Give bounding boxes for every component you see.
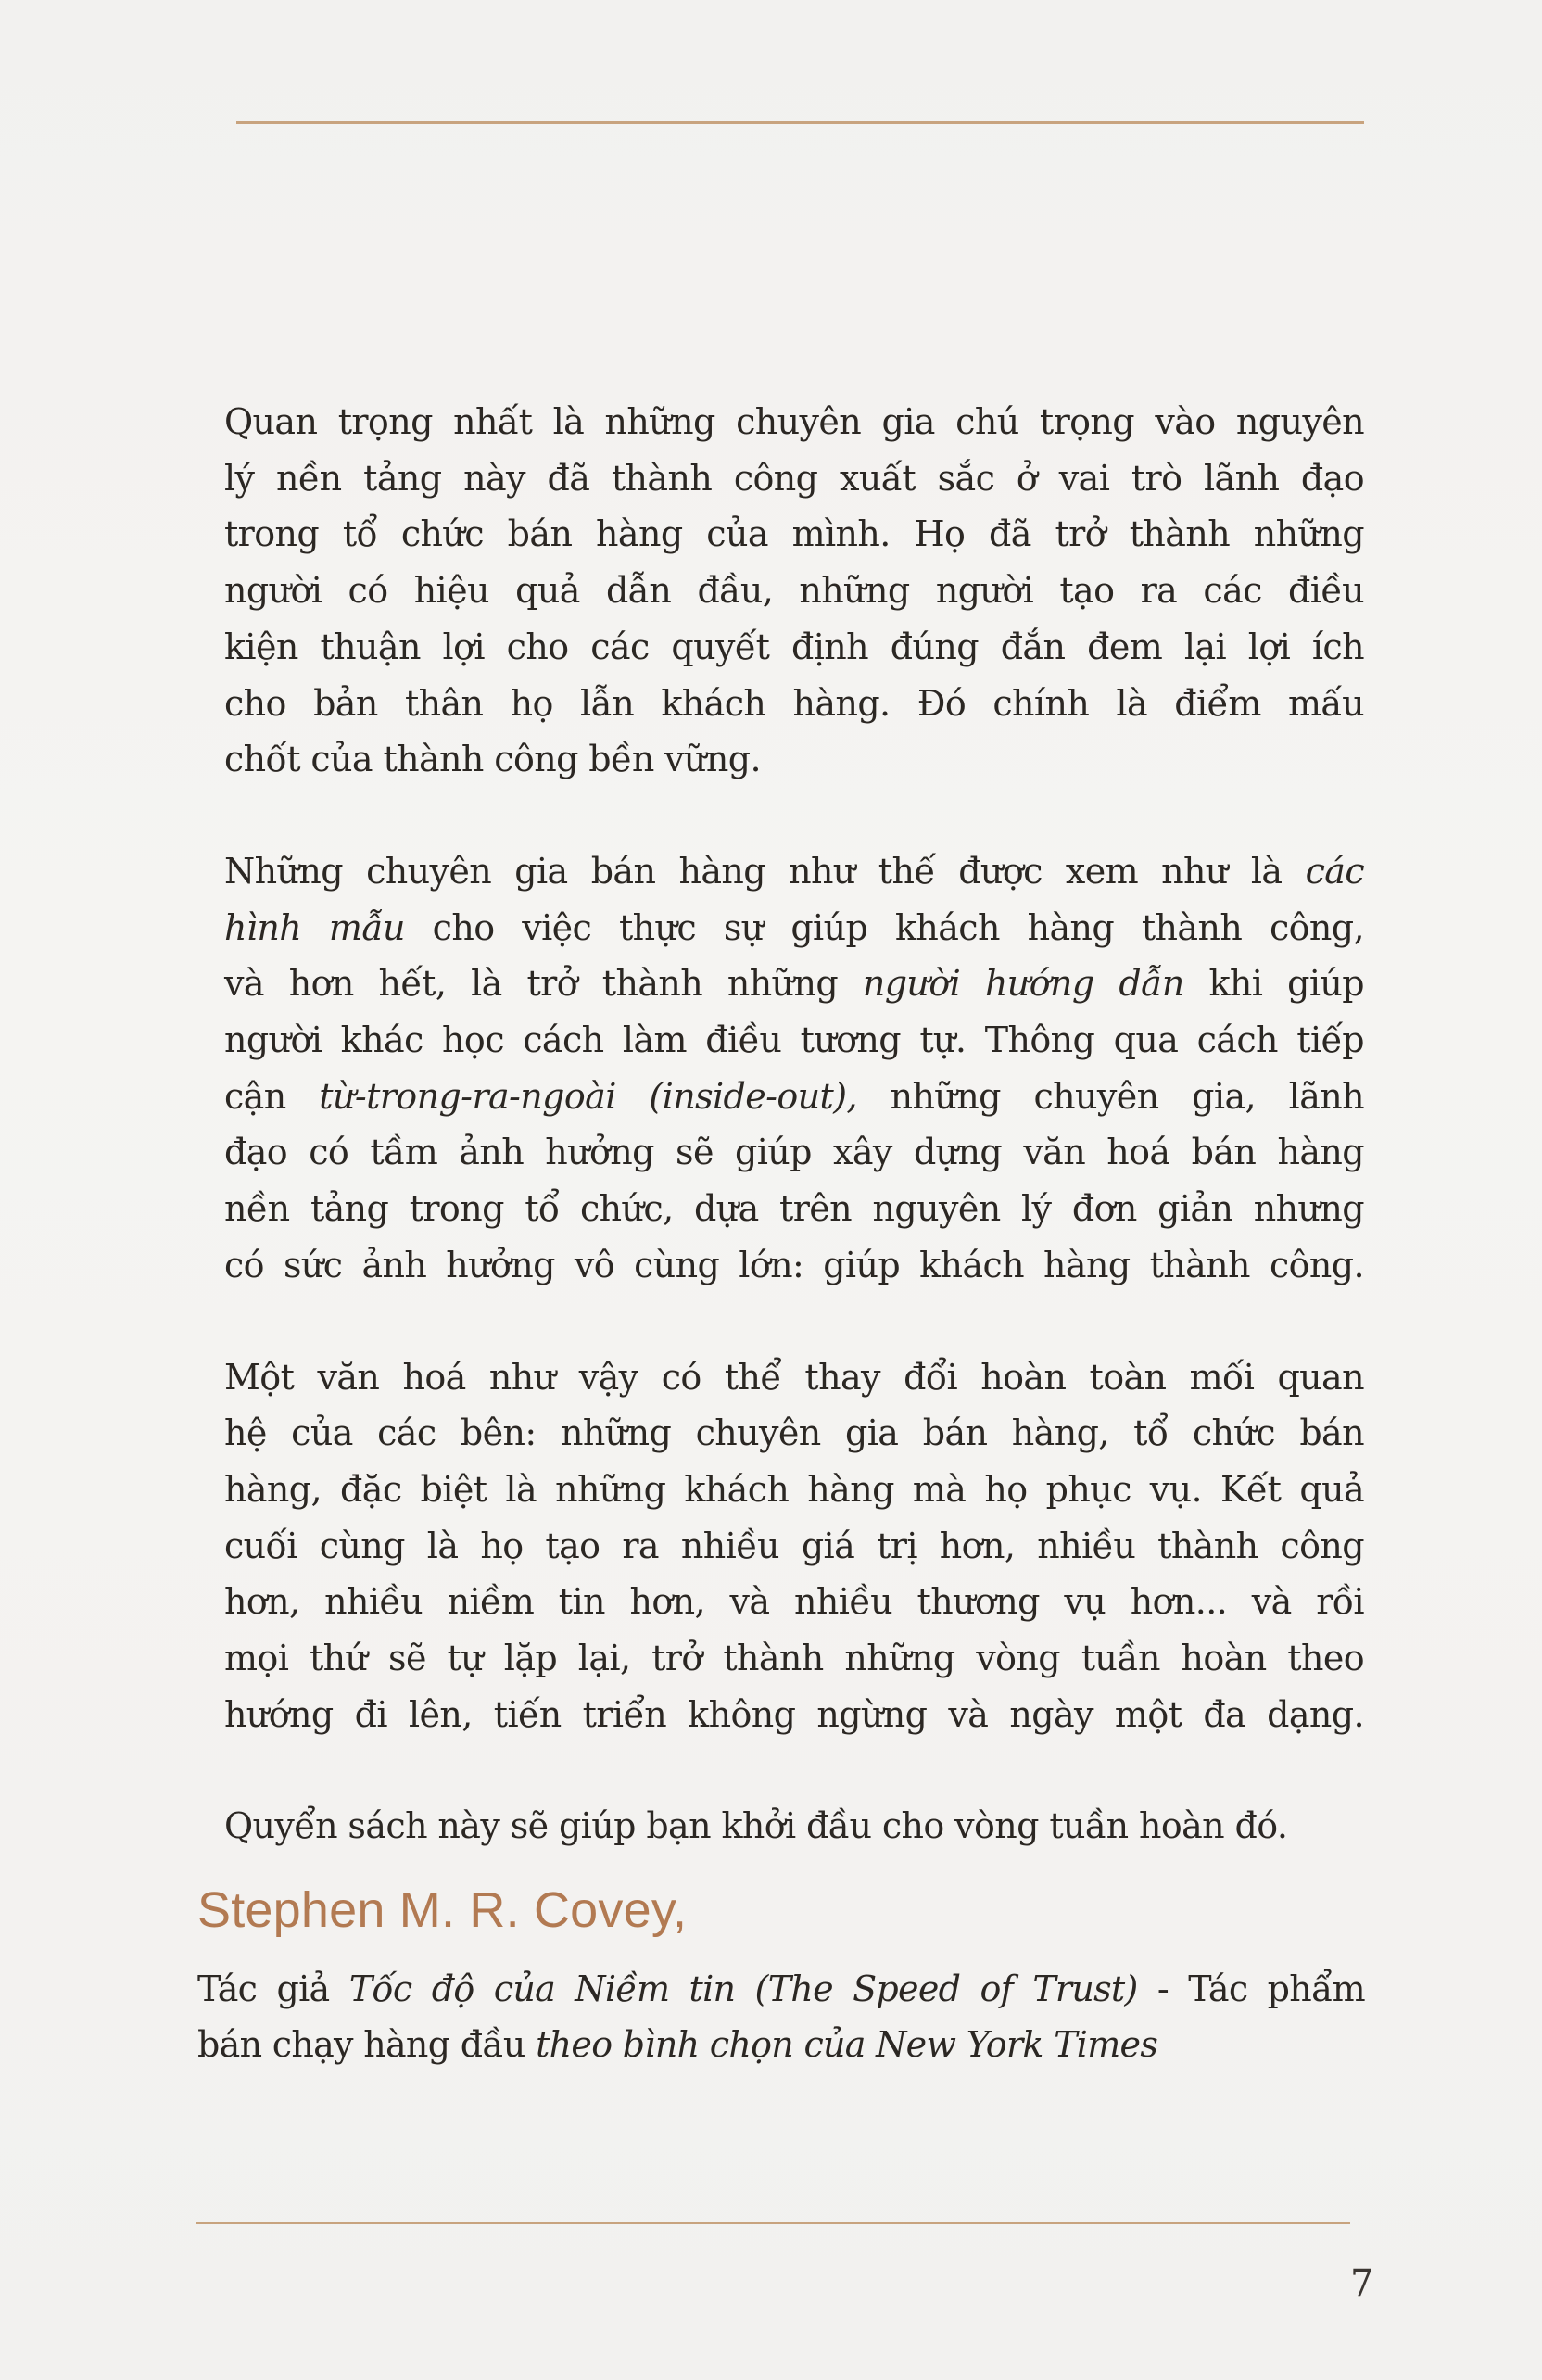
paragraph-3-line-7: hướng đi lên, tiến triển không ngừng và ngày một đa dạng. [224, 1693, 1364, 1735]
paragraph-3-line-3: hàng, đặc biệt là những khách hàng mà họ phục vụ. Kết quả [224, 1468, 1364, 1510]
book-title: Tốc độ của Niềm tin (The Speed of Trust) [348, 1969, 1138, 2009]
bottom-rule [196, 2222, 1350, 2224]
author-credit [197, 1961, 1365, 2072]
paragraph-1-line-3: trong tổ chức bán hàng của mình. Họ đã trở thành những [224, 513, 1364, 555]
author-name: Stephen M. R. Covey, [197, 1882, 688, 1938]
paragraph-1-line-7: chốt của thành công bền vững. [224, 739, 761, 780]
italic-term: hình mẫu [224, 906, 405, 948]
credit-line-2: bán chạy hàng đầu theo bình chọn của New York Times [197, 2024, 1158, 2065]
paragraph-2-line-3: và hơn hết, là trở thành những người hướng dẫn khi giúp [224, 963, 1364, 1005]
paragraph-3-line-5: hơn, nhiều niềm tin hơn, và nhiều thương vụ hơn... và rồi [224, 1581, 1364, 1623]
paragraph-4 [224, 1798, 1364, 1855]
italic-term: từ-trong-ra-ngoài (inside-out), [319, 1075, 857, 1117]
paragraph-3-line-4: cuối cùng là họ tạo ra nhiều giá trị hơn, nhiều thành công [224, 1525, 1364, 1566]
paragraph-2-line-6: đạo có tầm ảnh hưởng sẽ giúp xây dựng văn hoá bán hàng [224, 1132, 1364, 1173]
paragraph-3 [224, 1349, 1364, 1743]
paragraph-2-line-5: cận từ-trong-ra-ngoài (inside-out), những chuyên gia, lãnh [224, 1075, 1365, 1117]
paragraph-1 [224, 394, 1364, 788]
body-text [224, 394, 1364, 1855]
paragraph-1-line-1: Quan trọng nhất là những chuyên gia chú trọng vào nguyên [224, 401, 1364, 442]
paragraph-1-line-2: lý nền tảng này đã thành công xuất sắc ở vai trò lãnh đạo [224, 457, 1364, 499]
page-number: 7 [1350, 2262, 1374, 2305]
italic-term: người hướng dẫn [862, 963, 1184, 1005]
bestseller-note: theo bình chọn của New York Times [536, 2024, 1158, 2065]
paragraph-2-line-7: nền tảng trong tổ chức, dựa trên nguyên lý đơn giản nhưng [224, 1188, 1364, 1230]
paragraph-4-line-1: Quyển sách này sẽ giúp bạn khởi đầu cho vòng tuần hoàn đó. [224, 1805, 1288, 1847]
paragraph-2 [224, 843, 1364, 1294]
paragraph-2-line-8: có sức ảnh hưởng vô cùng lớn: giúp khách hàng thành công. [224, 1244, 1364, 1285]
paragraph-2-line-4: người khác học cách làm điều tương tự. Thông qua cách tiếp [224, 1019, 1364, 1061]
paragraph-3-line-6: mọi thứ sẽ tự lặp lại, trở thành những vòng tuần hoàn theo [224, 1638, 1364, 1679]
paragraph-1-line-4: người có hiệu quả dẫn đầu, những người tạo ra các điều [224, 570, 1364, 612]
italic-term: các [1305, 850, 1364, 892]
paragraph-2-line-2: hình mẫu cho việc thực sự giúp khách hàng thành công, [224, 906, 1364, 948]
top-rule [236, 121, 1364, 124]
paragraph-3-line-1: Một văn hoá như vậy có thể thay đổi hoàn toàn mối quan [224, 1356, 1364, 1398]
paragraph-2-line-1: Những chuyên gia bán hàng như thế được xem như là các [224, 850, 1364, 892]
credit-line-1: Tác giả Tốc độ của Niềm tin (The Speed of Trust) - Tác phẩm [197, 1969, 1365, 2009]
paragraph-1-line-5: kiện thuận lợi cho các quyết định đúng đắn đem lại lợi ích [224, 626, 1364, 667]
paragraph-1-line-6: cho bản thân họ lẫn khách hàng. Đó chính là điểm mấu [224, 682, 1364, 724]
paragraph-3-line-2: hệ của các bên: những chuyên gia bán hàng, tổ chức bán [224, 1412, 1364, 1454]
